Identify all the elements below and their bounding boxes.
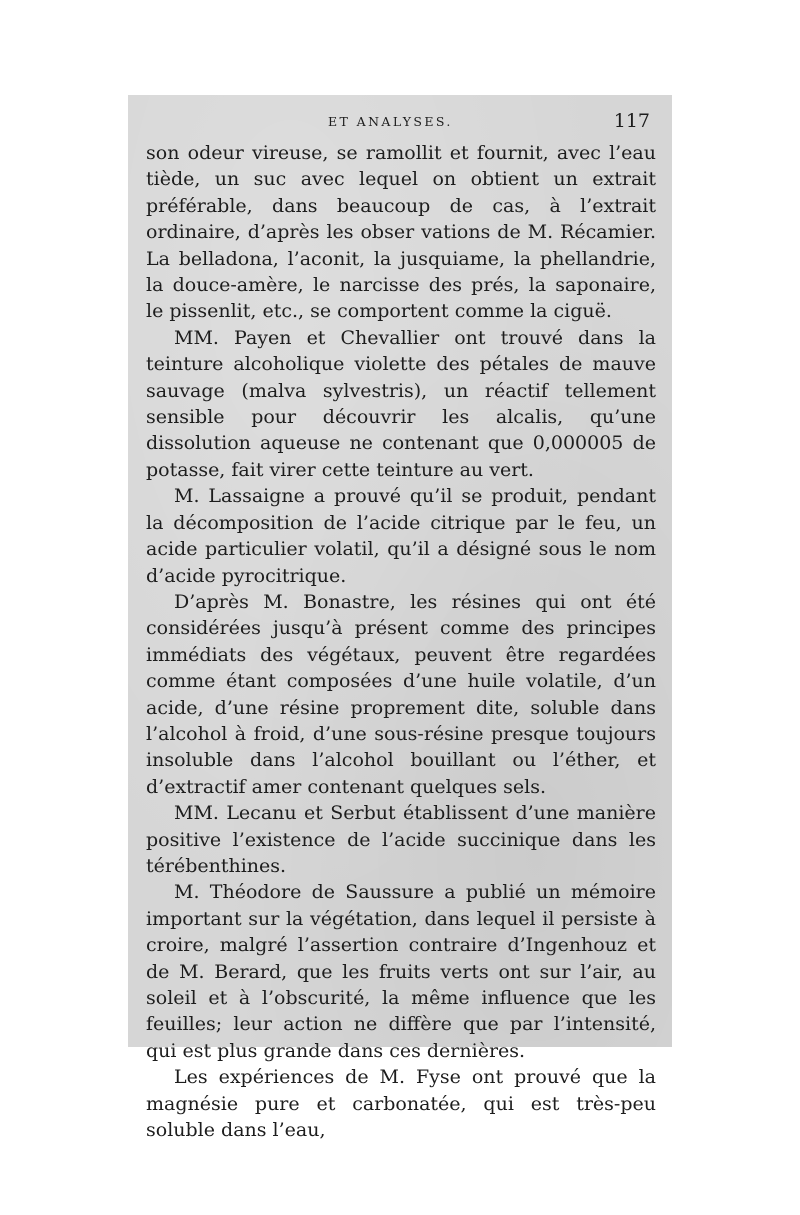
paragraph-continued: son odeur vireuse, se ramollit et fournit, avec l’eau tiède, un suc avec lequel on obtient un extrait préférable, dans beaucoup de cas, à l’extrait ordinaire, d’après les obser vations de M. Récamier. La belladona, l’aconit, la jusquiame, la phellandrie, la douce-amère, le narcisse des prés, la saponaire, le pissenlit, etc., se comportent comme la ciguë. bbox=[146, 142, 656, 323]
page-number: 117 bbox=[613, 110, 650, 132]
paragraph-bonastre: D’après M. Bonastre, les résines qui ont été considérées jusqu’à présent comme des principes immédiats des végétaux, peuvent être regardées comme étant composées d’une huile volatile, d’un acide, d’une résine proprement dite, soluble dans l’alcohol à froid, d’une sous-résine presque toujours insoluble dans l’alcohol bouillant ou l’éther, et d’extractif amer contenant quelques sels. bbox=[146, 590, 656, 798]
book-page bbox=[146, 108, 656, 1143]
paragraph-lassaigne: M. Lassaigne a prouvé qu’il se produit, pendant la décomposition de l’acide citrique par le feu, un acide particulier volatil, qu’il a désigné sous le nom d’acide pyrocitrique. bbox=[146, 485, 656, 587]
running-title: ET ANALYSES. bbox=[328, 114, 453, 129]
paragraph-fyse: Les expériences de M. Fyse ont prouvé que la magnésie pure et carbonatée, qui est très-peu soluble dans l’eau, bbox=[146, 1066, 656, 1142]
paragraph-payen-chevallier: MM. Payen et Chevallier ont trouvé dans la teinture alcoholique violette des pétales de mauve sauvage (malva sylvestris), un réactif tellement sensible pour découvrir les alcalis, qu’une dissolution aqueuse ne contenant que 0,000005 de potasse, fait virer cette teinture au vert. bbox=[146, 326, 656, 481]
page-body bbox=[146, 140, 656, 1143]
paragraph-saussure: M. Théodore de Saussure a publié un mémoire important sur la végétation, dans lequel il persiste à croire, malgré l’assertion contraire d’Ingenhouz et de M. Berard, que les fruits verts ont sur l’air, au soleil et à l’obscurité, la même influence que les feuilles; leur action ne diffère que par l’intensité, qui est plus grande dans ces dernières. bbox=[146, 881, 656, 1062]
running-head bbox=[146, 108, 656, 138]
paragraph-lecanu-serbut: MM. Lecanu et Serbut établissent d’une manière positive l’existence de l’acide succinique dans les térébenthines. bbox=[146, 802, 656, 877]
